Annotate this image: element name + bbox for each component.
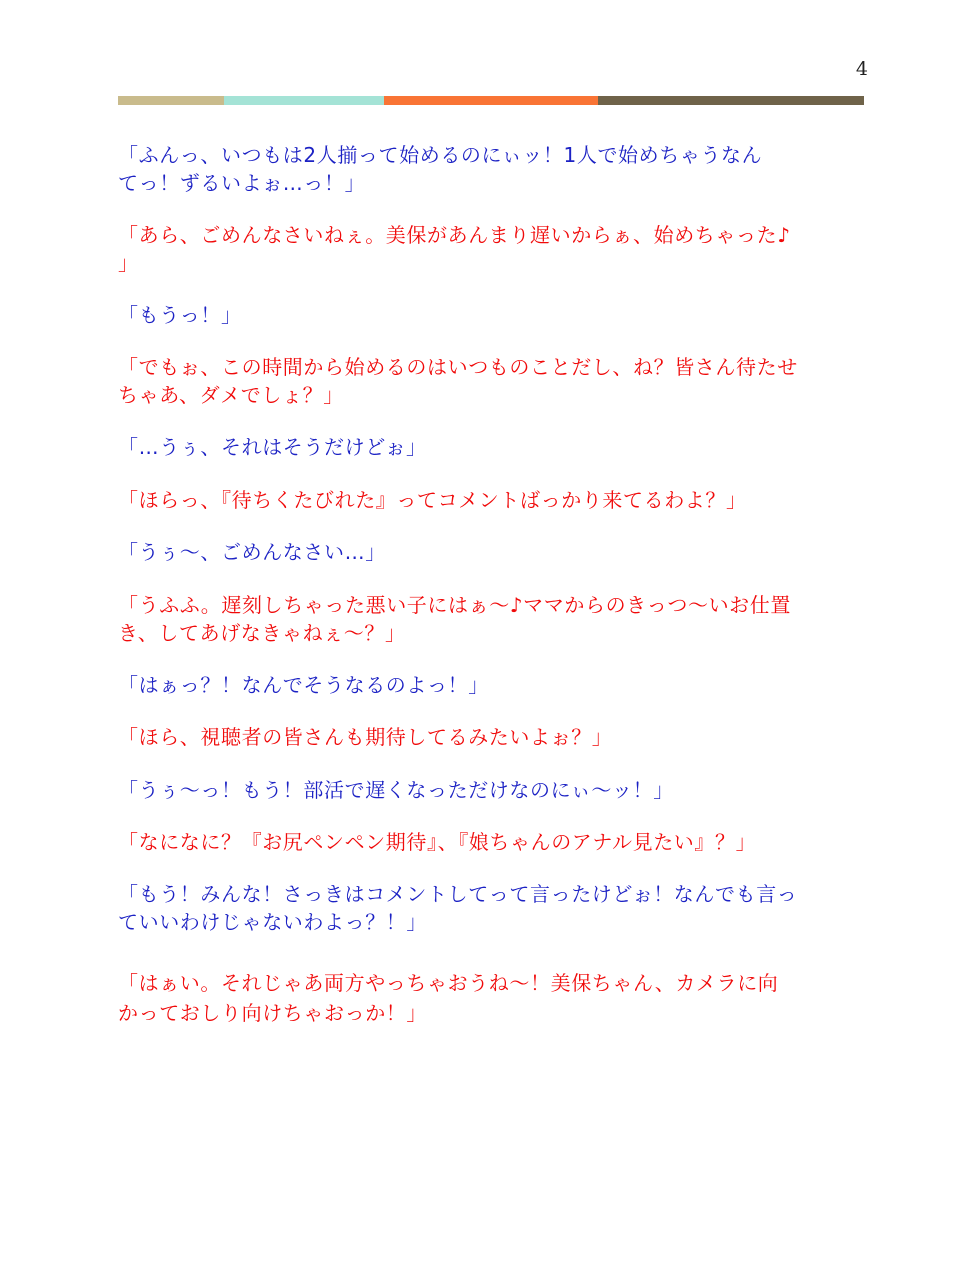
dialogue-line: 「あら、ごめんなさいねぇ。美保があんまり遅いからぁ、始めちゃった♪ 」 <box>118 223 791 275</box>
dialogue-line: 「ふんっ、いつもは2人揃って始めるのにぃッ！1人で始めちゃうなん てっ！ずるいよぉ…っ！」 <box>118 143 763 195</box>
divider-segment-brown <box>598 96 864 105</box>
dialogue-line: 「ほらっ、『待ちくたびれた』ってコメントばっかり来てるわよ？」 <box>118 488 747 512</box>
dialogue-line: 「はぁっ？！なんでそうなるのよっ！」 <box>118 673 489 697</box>
header-divider-bar <box>118 96 864 105</box>
dialogue-line: 「うぅ〜、ごめんなさい…」 <box>118 540 386 564</box>
dialogue-line: 「うふふ。遅刻しちゃった悪い子にはぁ〜♪ママからのきっつ〜いお仕置 き、してあげなきゃねぇ〜？」 <box>118 593 791 645</box>
page-number: 4 <box>855 58 868 80</box>
dialogue-line: 「…うぅ、それはそうだけどぉ」 <box>118 435 427 459</box>
dialogue-line: 「でもぉ、この時間から始めるのはいつものことだし、ね？皆さん待たせ ちゃあ、ダメでしょ？」 <box>118 355 798 407</box>
divider-segment-orange <box>384 96 598 105</box>
dialogue-line: 「もうっ！」 <box>118 303 242 327</box>
dialogue-line: 「ほら、視聴者の皆さんも期待してるみたいよぉ？」 <box>118 725 613 749</box>
dialogue-line: 「はぁい。それじゃあ両方やっちゃおうね〜！美保ちゃん、カメラに向 かっておしり向けちゃおっか！」 <box>118 971 779 1025</box>
dialogue-line: 「なになに？『お尻ペンペン期待』、『娘ちゃんのアナル見たい』？」 <box>118 830 757 854</box>
dialogue-line: 「うぅ〜っ！もう！部活で遅くなっただけなのにぃ〜ッ！」 <box>118 778 674 802</box>
divider-segment-tan <box>118 96 224 105</box>
divider-segment-aqua <box>224 96 384 105</box>
dialogue-line: 「もう！みんな！さっきはコメントしてって言ったけどぉ！なんでも言っ ていいわけじゃないわよっ？！」 <box>118 882 798 934</box>
